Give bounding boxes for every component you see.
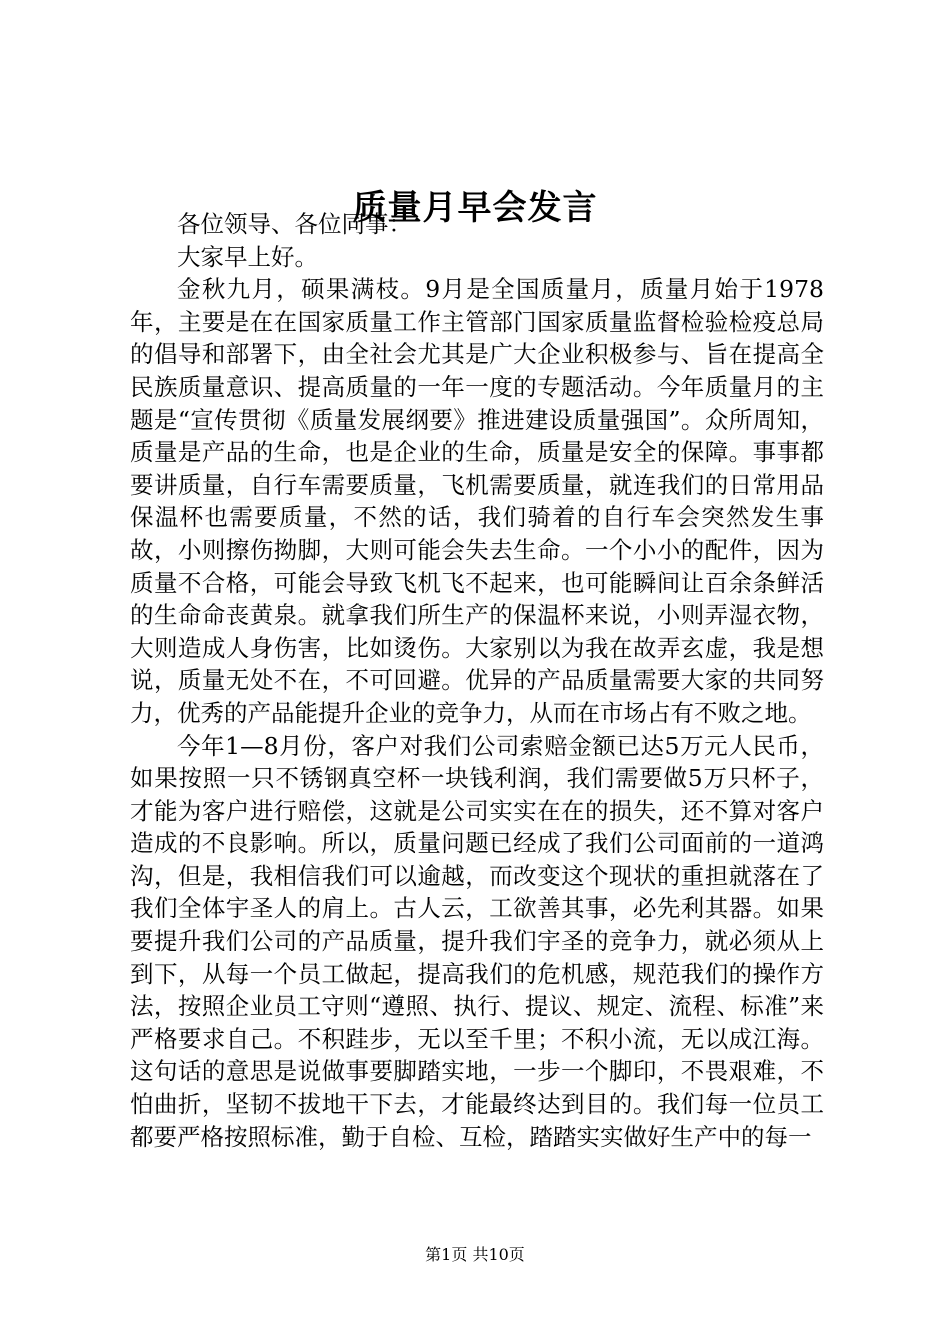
body-paragraph-1: 金秋九月，硕果满枝。9月是全国质量月，质量月始于1978年，主要是在在国家质量工作主管部门国家质量监督检验检疫总局的倡导和部署下，由全社会尤其是广大企业积极参与、旨在提高全民族质量意识、提高质量的一年一度的专题活动。今年质量月的主题是“宣传贯彻《质量发展纲要》推进建设质量强国”。众所周知，质量是产品的生命，也是企业的生命，质量是安全的保障。事事都要讲质量，自行车需要质量，飞机需要质量，就连我们的日常用品保温杯也需要质量，不然的话，我们骑着的自行车会突然发生事故，小则擦伤拗脚，大则可能会失去生命。一个小小的配件，因为质量不合格，可能会导致飞机飞不起来，也可能瞬间让百余条鲜活的生命命丧黄泉。就拿我们所生产的保温杯来说，小则弄湿衣物，大则造成人身伤害，比如烫伤。大家别以为我在故弄玄虚，我是想说，质量无处不在，不可回避。优异的产品质量需要大家的共同努力，优秀的产品能提升企业的竞争力，从而在市场占有不败之地。 [130,275,824,727]
document-body [130,208,824,1153]
page-footer: 第1页 共10页 [425,1245,525,1264]
salutation-line: 大家早上好。 [177,242,318,271]
greeting-line: 各位领导、各位同事： [177,210,412,238]
document-title: 质量月早会发言 [352,188,598,228]
body-paragraph-2: 今年1—8月份，客户对我们公司索赔金额已达5万元人民币，如果按照一只不锈钢真空杯一块钱利润，我们需要做5万只杯子，才能为客户进行赔偿，这就是公司实实在在的损失，还不算对客户造成的不良影响。所以，质量问题已经成了我们公司面前的一道鸿沟，但是，我相信我们可以逾越，而改变这个现状的重担就落在了我们全体宇圣人的肩上。古人云，工欲善其事，必先利其器。如果要提升我们公司的产品质量，提升我们宇圣的竞争力，就必须从上到下，从每一个员工做起，提高我们的危机感，规范我们的操作方法，按照企业员工守则“遵照、执行、提议、规定、流程、标准”来严格要求自己。不积跬步，无以至千里；不积小流，无以成江海。这句话的意思是说做事要脚踏实地，一步一个脚印，不畏艰难，不怕曲折，坚韧不拔地干下去，才能最终达到目的。我们每一位员工都要严格按照标准，勤于自检、互检，踏踏实实做好生产中的每一 [130,731,824,1151]
